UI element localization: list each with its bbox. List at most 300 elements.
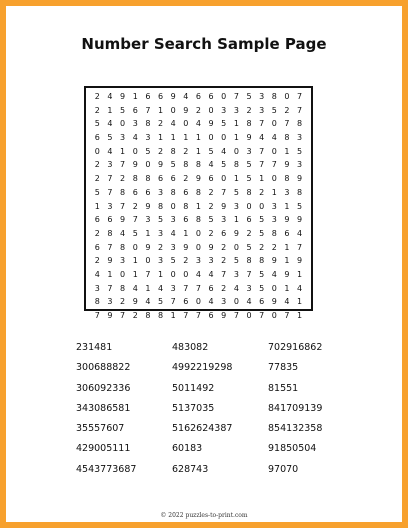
grid-cell: 1 xyxy=(271,187,277,197)
grid-cell: 1 xyxy=(297,311,303,320)
grid-cell: 2 xyxy=(183,174,189,184)
grid-cell: 5 xyxy=(157,297,164,307)
grid-cell: 1 xyxy=(297,269,303,279)
grid-cell: 0 xyxy=(145,160,151,170)
grid-cell: 6 xyxy=(284,228,290,238)
grid-cell: 2 xyxy=(259,187,265,197)
grid-cell: 0 xyxy=(233,297,239,307)
grid-cell: 3 xyxy=(297,160,303,170)
grid-cell: 8 xyxy=(246,256,252,266)
grid-cell: 9 xyxy=(145,242,151,252)
grid-cell: 7 xyxy=(145,105,151,115)
grid-cell: 2 xyxy=(246,228,252,238)
grid-cell: 7 xyxy=(145,269,151,279)
grid-cell: 3 xyxy=(94,283,100,293)
grid-cell: 7 xyxy=(246,269,252,279)
grid-cell: 4 xyxy=(195,119,201,129)
grid-cell: 0 xyxy=(170,201,176,211)
grid-cell: 3 xyxy=(195,256,201,266)
grid-cell: 9 xyxy=(170,92,176,101)
grid-cell: 9 xyxy=(271,297,277,307)
grid-cell: 9 xyxy=(246,133,252,143)
word-list-item: 231481 xyxy=(76,342,113,353)
grid-cell: 3 xyxy=(297,133,303,143)
grid-cell: 5 xyxy=(208,146,214,156)
grid-cell: 5 xyxy=(246,174,252,184)
grid-cell: 9 xyxy=(284,215,290,225)
grid-cell: 6 xyxy=(94,242,100,252)
word-list-item: 628743 xyxy=(172,463,209,475)
grid-cell: 2 xyxy=(157,146,164,156)
grid-cell: 7 xyxy=(195,311,201,320)
grid-cell: 3 xyxy=(271,201,277,211)
grid-cell: 8 xyxy=(284,133,290,143)
grid-cell: 3 xyxy=(233,105,239,115)
grid-cell: 6 xyxy=(208,174,214,184)
grid-cell: 1 xyxy=(170,133,176,143)
grid-cell: 9 xyxy=(145,201,151,211)
grid-cell: 4 xyxy=(297,228,303,238)
grid-cell: 5 xyxy=(233,187,239,197)
grid-cell: 6 xyxy=(94,133,100,143)
grid-cell: 3 xyxy=(132,119,138,129)
number-grid xyxy=(84,86,313,320)
grid-cell: 4 xyxy=(271,133,277,143)
grid-cell: 9 xyxy=(297,174,303,184)
grid-cell: 5 xyxy=(297,201,303,211)
grid-cell: 5 xyxy=(208,215,214,225)
grid-cell: 2 xyxy=(221,283,227,293)
grid-cell: 9 xyxy=(183,105,189,115)
grid-row xyxy=(88,282,309,296)
grid-cell: 4 xyxy=(170,228,176,238)
grid-cell: 5 xyxy=(259,215,265,225)
word-list-item: 343086581 xyxy=(76,402,131,414)
grid-cell: 0 xyxy=(221,92,227,101)
grid-cell: 0 xyxy=(132,146,138,156)
word-list-item: 91850504 xyxy=(268,443,317,455)
grid-cell: 7 xyxy=(221,187,227,197)
grid-cell: 1 xyxy=(120,146,126,156)
grid-cell: 1 xyxy=(284,283,290,293)
grid-cell: 1 xyxy=(157,133,164,143)
grid-cell: 8 xyxy=(145,311,151,320)
grid-cell: 3 xyxy=(157,228,164,238)
word-list-item: 854132358 xyxy=(268,423,323,435)
grid-cell: 0 xyxy=(170,269,176,279)
grid-cell: 2 xyxy=(221,256,227,266)
grid-cell: 4 xyxy=(107,119,113,129)
grid-row xyxy=(88,309,309,323)
grid-cell: 5 xyxy=(271,105,277,115)
grid-cell: 1 xyxy=(233,133,239,143)
grid-cell: 1 xyxy=(233,215,239,225)
word-list-item: 97070 xyxy=(268,463,299,475)
grid-cell: 2 xyxy=(208,187,214,197)
grid-cell: 0 xyxy=(183,119,189,129)
grid-cell: 4 xyxy=(208,160,214,170)
word-list-item: 841709139 xyxy=(268,402,323,414)
grid-cell: 8 xyxy=(195,215,201,225)
grid-cell: 2 xyxy=(183,256,189,266)
grid-cell: 1 xyxy=(145,283,151,293)
grid-cell: 8 xyxy=(120,187,126,197)
grid-cell: 0 xyxy=(94,146,100,156)
word-list-item: 702916862 xyxy=(268,342,323,353)
grid-cell: 2 xyxy=(259,242,265,252)
grid-cell: 3 xyxy=(284,187,290,197)
grid-cell: 8 xyxy=(145,119,151,129)
grid-cell: 9 xyxy=(271,256,277,266)
grid-cell: 1 xyxy=(157,105,164,115)
word-list-item: 306092336 xyxy=(76,382,131,394)
grid-cell: 7 xyxy=(297,92,303,101)
grid-cell: 4 xyxy=(170,119,176,129)
grid-cell: 4 xyxy=(132,133,138,143)
grid-cell: 0 xyxy=(246,311,252,320)
grid-cell: 1 xyxy=(195,146,201,156)
grid-cell: 2 xyxy=(120,297,126,307)
grid-row xyxy=(88,104,309,118)
grid-cell: 3 xyxy=(107,297,113,307)
grid-cell: 2 xyxy=(208,201,214,211)
grid-row xyxy=(88,268,309,282)
grid-cell: 4 xyxy=(233,283,239,293)
grid-cell: 0 xyxy=(145,256,151,266)
grid-cell: 5 xyxy=(107,133,113,143)
grid-cell: 8 xyxy=(233,160,239,170)
grid-cell: 7 xyxy=(221,269,227,279)
grid-cell: 0 xyxy=(259,201,265,211)
grid-cell: 2 xyxy=(94,256,100,266)
grid-cell: 7 xyxy=(259,119,265,129)
grid-cell: 5 xyxy=(297,146,303,156)
grid-cell: 0 xyxy=(195,297,201,307)
grid-cell: 2 xyxy=(94,160,100,170)
grid-cell: 6 xyxy=(94,215,100,225)
grid-row xyxy=(88,158,309,172)
grid-cell: 3 xyxy=(208,256,214,266)
grid-row xyxy=(88,172,309,186)
grid-cell: 8 xyxy=(120,283,126,293)
grid-cell: 3 xyxy=(157,187,164,197)
grid-cell: 9 xyxy=(221,201,227,211)
grid-cell: 4 xyxy=(120,228,126,238)
grid-cell: 4 xyxy=(107,146,113,156)
grid-cell: 4 xyxy=(246,297,252,307)
grid-cell: 3 xyxy=(145,133,151,143)
grid-cell: 1 xyxy=(259,174,265,184)
grid-cell: 0 xyxy=(195,228,201,238)
grid-cell: 0 xyxy=(271,283,277,293)
grid-cell: 6 xyxy=(170,174,176,184)
grid-cell: 2 xyxy=(208,228,214,238)
grid-cell: 1 xyxy=(157,269,164,279)
grid-cell: 9 xyxy=(120,92,126,101)
grid-cell: 2 xyxy=(271,242,277,252)
grid-cell: 5 xyxy=(120,105,126,115)
grid-cell: 6 xyxy=(183,297,189,307)
grid-cell: 1 xyxy=(284,201,290,211)
grid-cell: 8 xyxy=(259,256,265,266)
grid-cell: 3 xyxy=(233,269,239,279)
grid-cell: 7 xyxy=(183,311,189,320)
grid-cell: 0 xyxy=(120,119,126,129)
grid-cell: 0 xyxy=(284,92,290,101)
grid-cell: 7 xyxy=(120,311,126,320)
grid-cell: 5 xyxy=(157,215,164,225)
grid-cell: 5 xyxy=(221,160,227,170)
grid-cell: 5 xyxy=(94,119,100,129)
grid-cell: 9 xyxy=(208,119,214,129)
grid-cell: 8 xyxy=(145,174,151,184)
grid-cell: 0 xyxy=(195,242,201,252)
grid-cell: 0 xyxy=(221,133,227,143)
grid-cell: 0 xyxy=(271,174,277,184)
grid-cell: 3 xyxy=(170,242,176,252)
grid-cell: 0 xyxy=(170,105,176,115)
grid-cell: 7 xyxy=(271,160,277,170)
grid-row xyxy=(88,227,309,241)
grid-cell: 3 xyxy=(271,215,277,225)
grid-cell: 9 xyxy=(297,256,303,266)
grid-cell: 2 xyxy=(195,105,201,115)
word-list-item: 4543773687 xyxy=(76,463,137,475)
grid-cell: 6 xyxy=(208,283,214,293)
grid-cell: 4 xyxy=(221,146,227,156)
grid-cell: 1 xyxy=(183,228,189,238)
grid-cell: 5 xyxy=(246,160,252,170)
grid-cell: 2 xyxy=(120,174,126,184)
grid-cell: 6 xyxy=(183,187,189,197)
grid-cell: 8 xyxy=(195,187,201,197)
grid-cell: 9 xyxy=(183,242,189,252)
grid-cell: 1 xyxy=(94,201,100,211)
grid-cell: 0 xyxy=(208,105,214,115)
grid-cell: 4 xyxy=(297,283,303,293)
grid-cell: 8 xyxy=(195,160,201,170)
grid-cell: 5 xyxy=(94,187,100,197)
grid-cell: 6 xyxy=(208,92,214,101)
grid-cell: 0 xyxy=(246,201,252,211)
word-list-item: 81551 xyxy=(268,382,299,394)
grid-cell: 5 xyxy=(132,228,138,238)
grid-row xyxy=(88,241,309,255)
grid-cell: 9 xyxy=(132,160,138,170)
grid-cell: 8 xyxy=(183,201,189,211)
grid-cell: 6 xyxy=(208,311,214,320)
grid-row xyxy=(88,90,309,104)
word-list xyxy=(76,338,366,480)
grid-cell: 0 xyxy=(233,146,239,156)
word-list-item: 77835 xyxy=(268,362,299,374)
grid-cell: 4 xyxy=(208,297,214,307)
grid-cell: 8 xyxy=(246,187,252,197)
grid-cell: 0 xyxy=(271,146,277,156)
grid-cell: 4 xyxy=(259,133,265,143)
grid-cell: 3 xyxy=(157,256,164,266)
grid-cell: 5 xyxy=(170,160,176,170)
grid-cell: 2 xyxy=(94,92,100,101)
grid-cell: 1 xyxy=(284,146,290,156)
grid-cell: 1 xyxy=(297,297,303,307)
grid-cell: 4 xyxy=(195,269,201,279)
grid-cell: 1 xyxy=(233,174,239,184)
grid-cell: 8 xyxy=(157,311,164,320)
grid-cell: 1 xyxy=(183,133,189,143)
grid-cell: 2 xyxy=(94,105,100,115)
grid-cell: 0 xyxy=(271,311,277,320)
grid-cell: 0 xyxy=(233,242,239,252)
grid-cell: 6 xyxy=(132,105,138,115)
grid-cell: 0 xyxy=(271,119,277,129)
grid-cell: 8 xyxy=(246,119,252,129)
grid-cell: 7 xyxy=(120,201,126,211)
word-list-item: 60183 xyxy=(172,443,203,455)
grid-cell: 7 xyxy=(297,105,303,115)
grid-cell: 4 xyxy=(107,92,113,101)
grid-cell: 8 xyxy=(297,119,303,129)
grid-cell: 5 xyxy=(233,256,239,266)
grid-cell: 8 xyxy=(94,297,100,307)
grid-cell: 3 xyxy=(120,133,126,143)
grid-cell: 7 xyxy=(284,119,290,129)
grid-cell: 9 xyxy=(132,297,138,307)
grid-cell: 2 xyxy=(157,242,164,252)
page-title: Number Search Sample Page xyxy=(81,35,327,53)
grid-row xyxy=(88,254,309,268)
grid-cell: 9 xyxy=(297,215,303,225)
grid-cell: 2 xyxy=(221,242,227,252)
grid-cell: 4 xyxy=(208,269,214,279)
grid-cell: 9 xyxy=(120,215,126,225)
grid-cell: 8 xyxy=(132,174,138,184)
grid-row xyxy=(88,186,309,200)
grid-row xyxy=(88,200,309,214)
grid-cell: 8 xyxy=(107,228,113,238)
grid-cell: 4 xyxy=(183,92,189,101)
grid-cell: 3 xyxy=(246,283,252,293)
word-list-item: 5011492 xyxy=(172,382,215,394)
grid-cell: 3 xyxy=(120,256,126,266)
grid-cell: 7 xyxy=(233,92,239,101)
grid-cell: 6 xyxy=(145,92,151,101)
grid-cell: 3 xyxy=(170,283,176,293)
word-list-item: 5137035 xyxy=(172,402,215,414)
grid-cell: 2 xyxy=(284,105,290,115)
grid-cell: 6 xyxy=(107,215,113,225)
grid-cell: 9 xyxy=(208,242,214,252)
grid-cell: 7 xyxy=(183,283,189,293)
grid-cell: 1 xyxy=(145,228,151,238)
grid-cell: 7 xyxy=(259,146,265,156)
grid-cell: 3 xyxy=(259,105,265,115)
grid-cell: 4 xyxy=(132,283,138,293)
grid-cell: 0 xyxy=(208,133,214,143)
grid-cell: 1 xyxy=(284,242,290,252)
grid-cell: 2 xyxy=(132,201,138,211)
grid-cell: 3 xyxy=(221,215,227,225)
grid-cell: 1 xyxy=(170,311,176,320)
grid-cell: 6 xyxy=(221,228,227,238)
grid-row xyxy=(88,295,309,309)
grid-cell: 0 xyxy=(183,269,189,279)
grid-cell: 5 xyxy=(259,228,265,238)
grid-cell: 9 xyxy=(107,311,113,320)
grid-cell: 2 xyxy=(183,146,189,156)
grid-cell: 8 xyxy=(170,146,176,156)
grid-cell: 1 xyxy=(233,119,239,129)
grid-cell: 0 xyxy=(221,174,227,184)
grid-cell: 1 xyxy=(195,133,201,143)
grid-cell: 8 xyxy=(284,174,290,184)
grid-cell: 3 xyxy=(259,92,265,101)
grid-cell: 1 xyxy=(132,92,138,101)
grid-cell: 7 xyxy=(132,215,138,225)
word-list-item: 5162624387 xyxy=(172,423,233,435)
grid-cell: 3 xyxy=(107,160,113,170)
grid-cell: 3 xyxy=(233,201,239,211)
grid-row xyxy=(88,213,309,227)
grid-cell: 8 xyxy=(120,242,126,252)
grid-cell: 3 xyxy=(170,215,176,225)
grid-cell: 5 xyxy=(170,256,176,266)
grid-cell: 7 xyxy=(259,160,265,170)
grid-cell: 9 xyxy=(233,228,239,238)
grid-cell: 3 xyxy=(246,146,252,156)
grid-cell: 6 xyxy=(157,92,164,101)
grid-cell: 7 xyxy=(297,242,303,252)
grid-cell: 6 xyxy=(145,187,151,197)
word-list-item: 429005111 xyxy=(76,443,131,455)
grid-cell: 9 xyxy=(107,256,113,266)
grid-cell: 8 xyxy=(271,92,277,101)
grid-cell: 5 xyxy=(221,119,227,129)
grid-cell: 1 xyxy=(195,201,201,211)
grid-cell: 7 xyxy=(120,160,126,170)
word-list-item: 300688822 xyxy=(76,362,131,374)
grid-row xyxy=(88,117,309,131)
grid-cell: 4 xyxy=(284,297,290,307)
grid-row xyxy=(88,131,309,145)
grid-cell: 6 xyxy=(246,215,252,225)
grid-cell: 9 xyxy=(157,160,164,170)
grid-cell: 6 xyxy=(157,174,164,184)
grid-cell: 2 xyxy=(246,105,252,115)
word-list-item: 483082 xyxy=(172,342,209,353)
grid-cell: 8 xyxy=(157,201,164,211)
grid-cell: 3 xyxy=(145,215,151,225)
grid-cell: 7 xyxy=(107,283,113,293)
grid-cell: 8 xyxy=(170,187,176,197)
grid-cell: 0 xyxy=(120,269,126,279)
grid-cell: 4 xyxy=(157,283,164,293)
word-list-item: 35557607 xyxy=(76,423,125,435)
grid-row xyxy=(88,145,309,159)
grid-cell: 4 xyxy=(271,269,277,279)
grid-cell: 2 xyxy=(157,119,164,129)
grid-cell: 3 xyxy=(221,297,227,307)
grid-cell: 7 xyxy=(233,311,239,320)
grid-cell: 2 xyxy=(94,174,100,184)
grid-cell: 1 xyxy=(107,269,113,279)
grid-cell: 4 xyxy=(145,297,151,307)
grid-cell: 9 xyxy=(221,311,227,320)
grid-cell: 2 xyxy=(94,228,100,238)
grid-cell: 7 xyxy=(195,283,201,293)
grid-cell: 6 xyxy=(259,297,265,307)
grid-cell: 9 xyxy=(284,160,290,170)
